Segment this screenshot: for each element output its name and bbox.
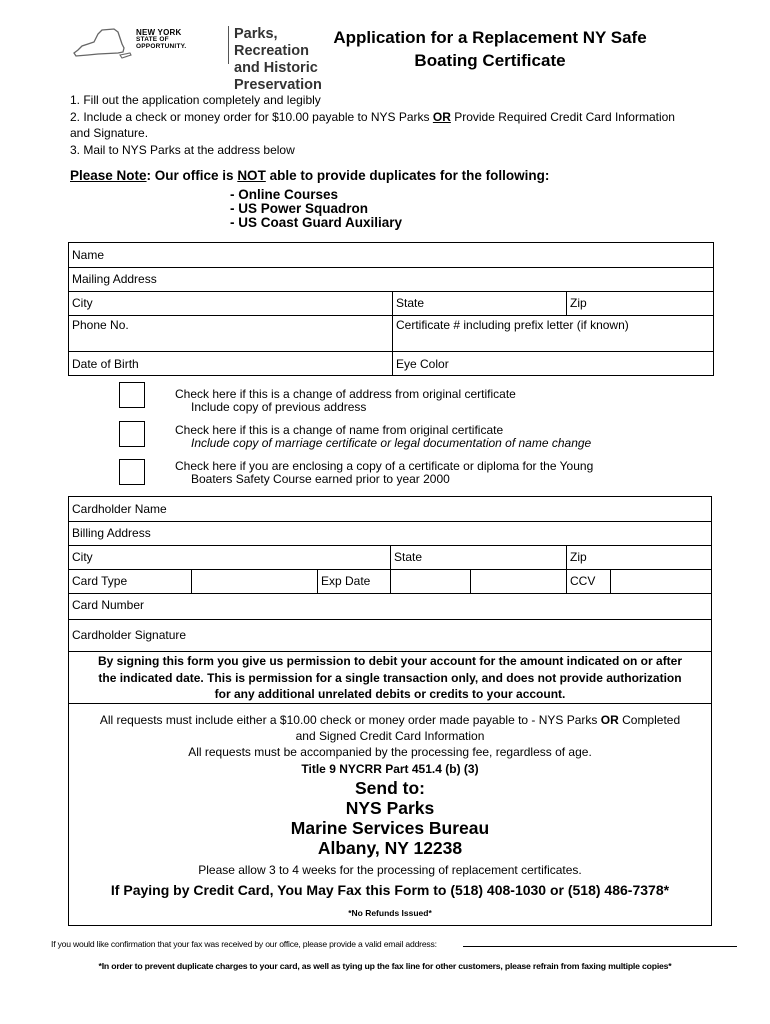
instruction-step2 (70, 109, 675, 125)
instruction-step2-or: OR (432, 110, 451, 124)
phone-label: Phone No. (72, 318, 129, 332)
no-duplicate-us-coast-guard: - US Coast Guard Auxiliary (230, 215, 403, 230)
send-to-city: Albany, NY 12238 (317, 838, 463, 858)
email-address-field[interactable] (463, 946, 737, 947)
debit-authorization-statement (69, 653, 711, 703)
card-number-label: Card Number (72, 598, 145, 612)
applicant-row-divider (69, 267, 713, 268)
send-to-heading: Send to: (355, 778, 425, 798)
card-row-divider (69, 521, 711, 522)
change-of-address-checkbox[interactable] (119, 382, 145, 408)
date-of-birth-label: Date of Birth (72, 357, 139, 371)
card-state-label: State (394, 550, 423, 564)
consent-line2: the indicated date. This is permission for a single transaction only, and does not provide authorization (98, 670, 682, 685)
please-note-text-after: able to provide duplicates for the following: (265, 168, 550, 183)
applicant-info-table (68, 242, 714, 376)
applicant-column-divider (392, 291, 393, 376)
card-column-divider (317, 569, 318, 593)
nys-parks-logo (68, 24, 338, 93)
fax-instructions: If Paying by Credit Card, You May Fax this Form to (518) 408-1030 or (518) 486-7378* (110, 882, 670, 898)
change-of-address-line1: Check here if this is a change of address from original certificate (175, 387, 516, 401)
logo-state-of: STATE OF (136, 36, 169, 43)
change-of-name-line2: Include copy of marriage certificate or legal documentation of name change (191, 436, 592, 450)
requests-line1-or: OR (600, 713, 619, 727)
card-column-divider (470, 569, 471, 593)
logo-divider (228, 26, 229, 64)
please-note (70, 168, 549, 183)
instruction-step1: 1. Fill out the application completely and legibly (70, 93, 321, 107)
no-duplicate-us-power-squadron: - US Power Squadron (230, 201, 369, 216)
cardholder-signature-label: Cardholder Signature (72, 628, 187, 642)
card-row-divider (69, 703, 711, 704)
eye-color-label: Eye Color (396, 357, 449, 371)
logo-state-text (136, 29, 186, 50)
credit-card-section (68, 496, 712, 926)
applicant-column-divider (566, 291, 567, 315)
email-confirmation-prompt: If you would like confirmation that your fax was received by our office, please provide a valid email address: (51, 939, 437, 949)
certificate-number-label: Certificate # including prefix letter (if known) (396, 318, 629, 332)
consent-line1: By signing this form you give us permission to debit your account for the amount indicated on or after (97, 654, 683, 668)
agency-name (234, 26, 338, 94)
instruction-step2-part2: Provide Required Credit Card Information (450, 110, 675, 124)
change-of-address-line2: Include copy of previous address (191, 400, 367, 414)
page-title (330, 26, 650, 72)
cardholder-name-label: Cardholder Name (72, 502, 167, 516)
change-of-name-line1: Check here if this is a change of name from original certificate (175, 423, 504, 437)
agency-name-line2: and Historic Preservation (234, 60, 322, 93)
change-of-name-text (175, 424, 591, 450)
processing-time-note: Please allow 3 to 4 weeks for the processing of replacement certificates. (198, 863, 582, 877)
applicant-row-divider (69, 315, 713, 316)
requests-line3: All requests must be accompanied by the processing fee, regardless of age. (188, 745, 592, 759)
instruction-step2-part1: 2. Include a check or money order for $10.00 payable to NYS Parks (70, 110, 433, 124)
young-boaters-certificate-checkbox[interactable] (119, 459, 145, 485)
young-boaters-text (175, 460, 593, 486)
new-york-state-map-icon (68, 28, 132, 64)
requests-line2: and Signed Credit Card Information (295, 729, 485, 743)
no-duplicate-online-courses: - Online Courses (230, 187, 339, 202)
duplicate-fax-warning: *In order to prevent duplicate charges to your card, as well as tying up the fax line for other customers, please refrain from faxing multiple copies* (98, 961, 672, 971)
consent-line3: for any additional unrelated debits or credits to your account. (214, 687, 566, 701)
regulation-citation: Title 9 NYCRR Part 451.4 (b) (3) (301, 762, 479, 776)
card-type-label: Card Type (72, 574, 128, 588)
young-boaters-line2: Boaters Safety Course earned prior to year 2000 (191, 472, 450, 486)
ccv-label: CCV (570, 574, 596, 588)
send-to-bureau: Marine Services Bureau (290, 818, 490, 838)
send-to-address (69, 778, 711, 858)
card-row-divider (69, 619, 711, 620)
applicant-row-divider (69, 291, 713, 292)
young-boaters-line1: Check here if you are enclosing a copy of a certificate or diploma for the Young (175, 459, 594, 473)
logo-opportunity: OPPORTUNITY. (136, 43, 187, 50)
requests-line1 (69, 713, 711, 727)
applicant-row-divider (69, 351, 713, 352)
mailing-address-label: Mailing Address (72, 272, 157, 286)
change-of-address-text (175, 388, 516, 414)
title-line2: Boating Certificate (414, 51, 566, 70)
please-note-label: Please Note (70, 168, 147, 183)
card-row-divider (69, 651, 711, 652)
billing-address-label: Billing Address (72, 526, 151, 540)
no-refunds-note: *No Refunds Issued* (348, 908, 432, 918)
requests-line1-part1: All requests must include either a $10.00 check or money order made payable to - NYS Parks (99, 713, 601, 727)
instruction-step3: 3. Mail to NYS Parks at the address below (70, 143, 295, 157)
name-label: Name (72, 248, 105, 262)
state-label: State (396, 296, 425, 310)
send-to-nys-parks: NYS Parks (345, 798, 435, 818)
change-of-name-checkbox[interactable] (119, 421, 145, 447)
logo-new-york: NEW YORK (136, 28, 182, 37)
card-row-divider (69, 569, 711, 570)
exp-date-label: Exp Date (321, 574, 371, 588)
card-column-divider (191, 569, 192, 593)
card-zip-label: Zip (570, 550, 587, 564)
card-row-divider (69, 593, 711, 594)
city-label: City (72, 296, 93, 310)
please-note-text-before: : Our office is (146, 168, 238, 183)
please-note-not: NOT (237, 168, 266, 183)
title-line1: Application for a Replacement NY Safe (333, 28, 647, 47)
card-column-divider (610, 569, 611, 593)
card-city-label: City (72, 550, 93, 564)
requests-line1-part2: Completed (618, 713, 681, 727)
agency-name-line1: Parks, Recreation (234, 26, 309, 59)
zip-label: Zip (570, 296, 587, 310)
instruction-step2-continued: and Signature. (70, 126, 149, 140)
